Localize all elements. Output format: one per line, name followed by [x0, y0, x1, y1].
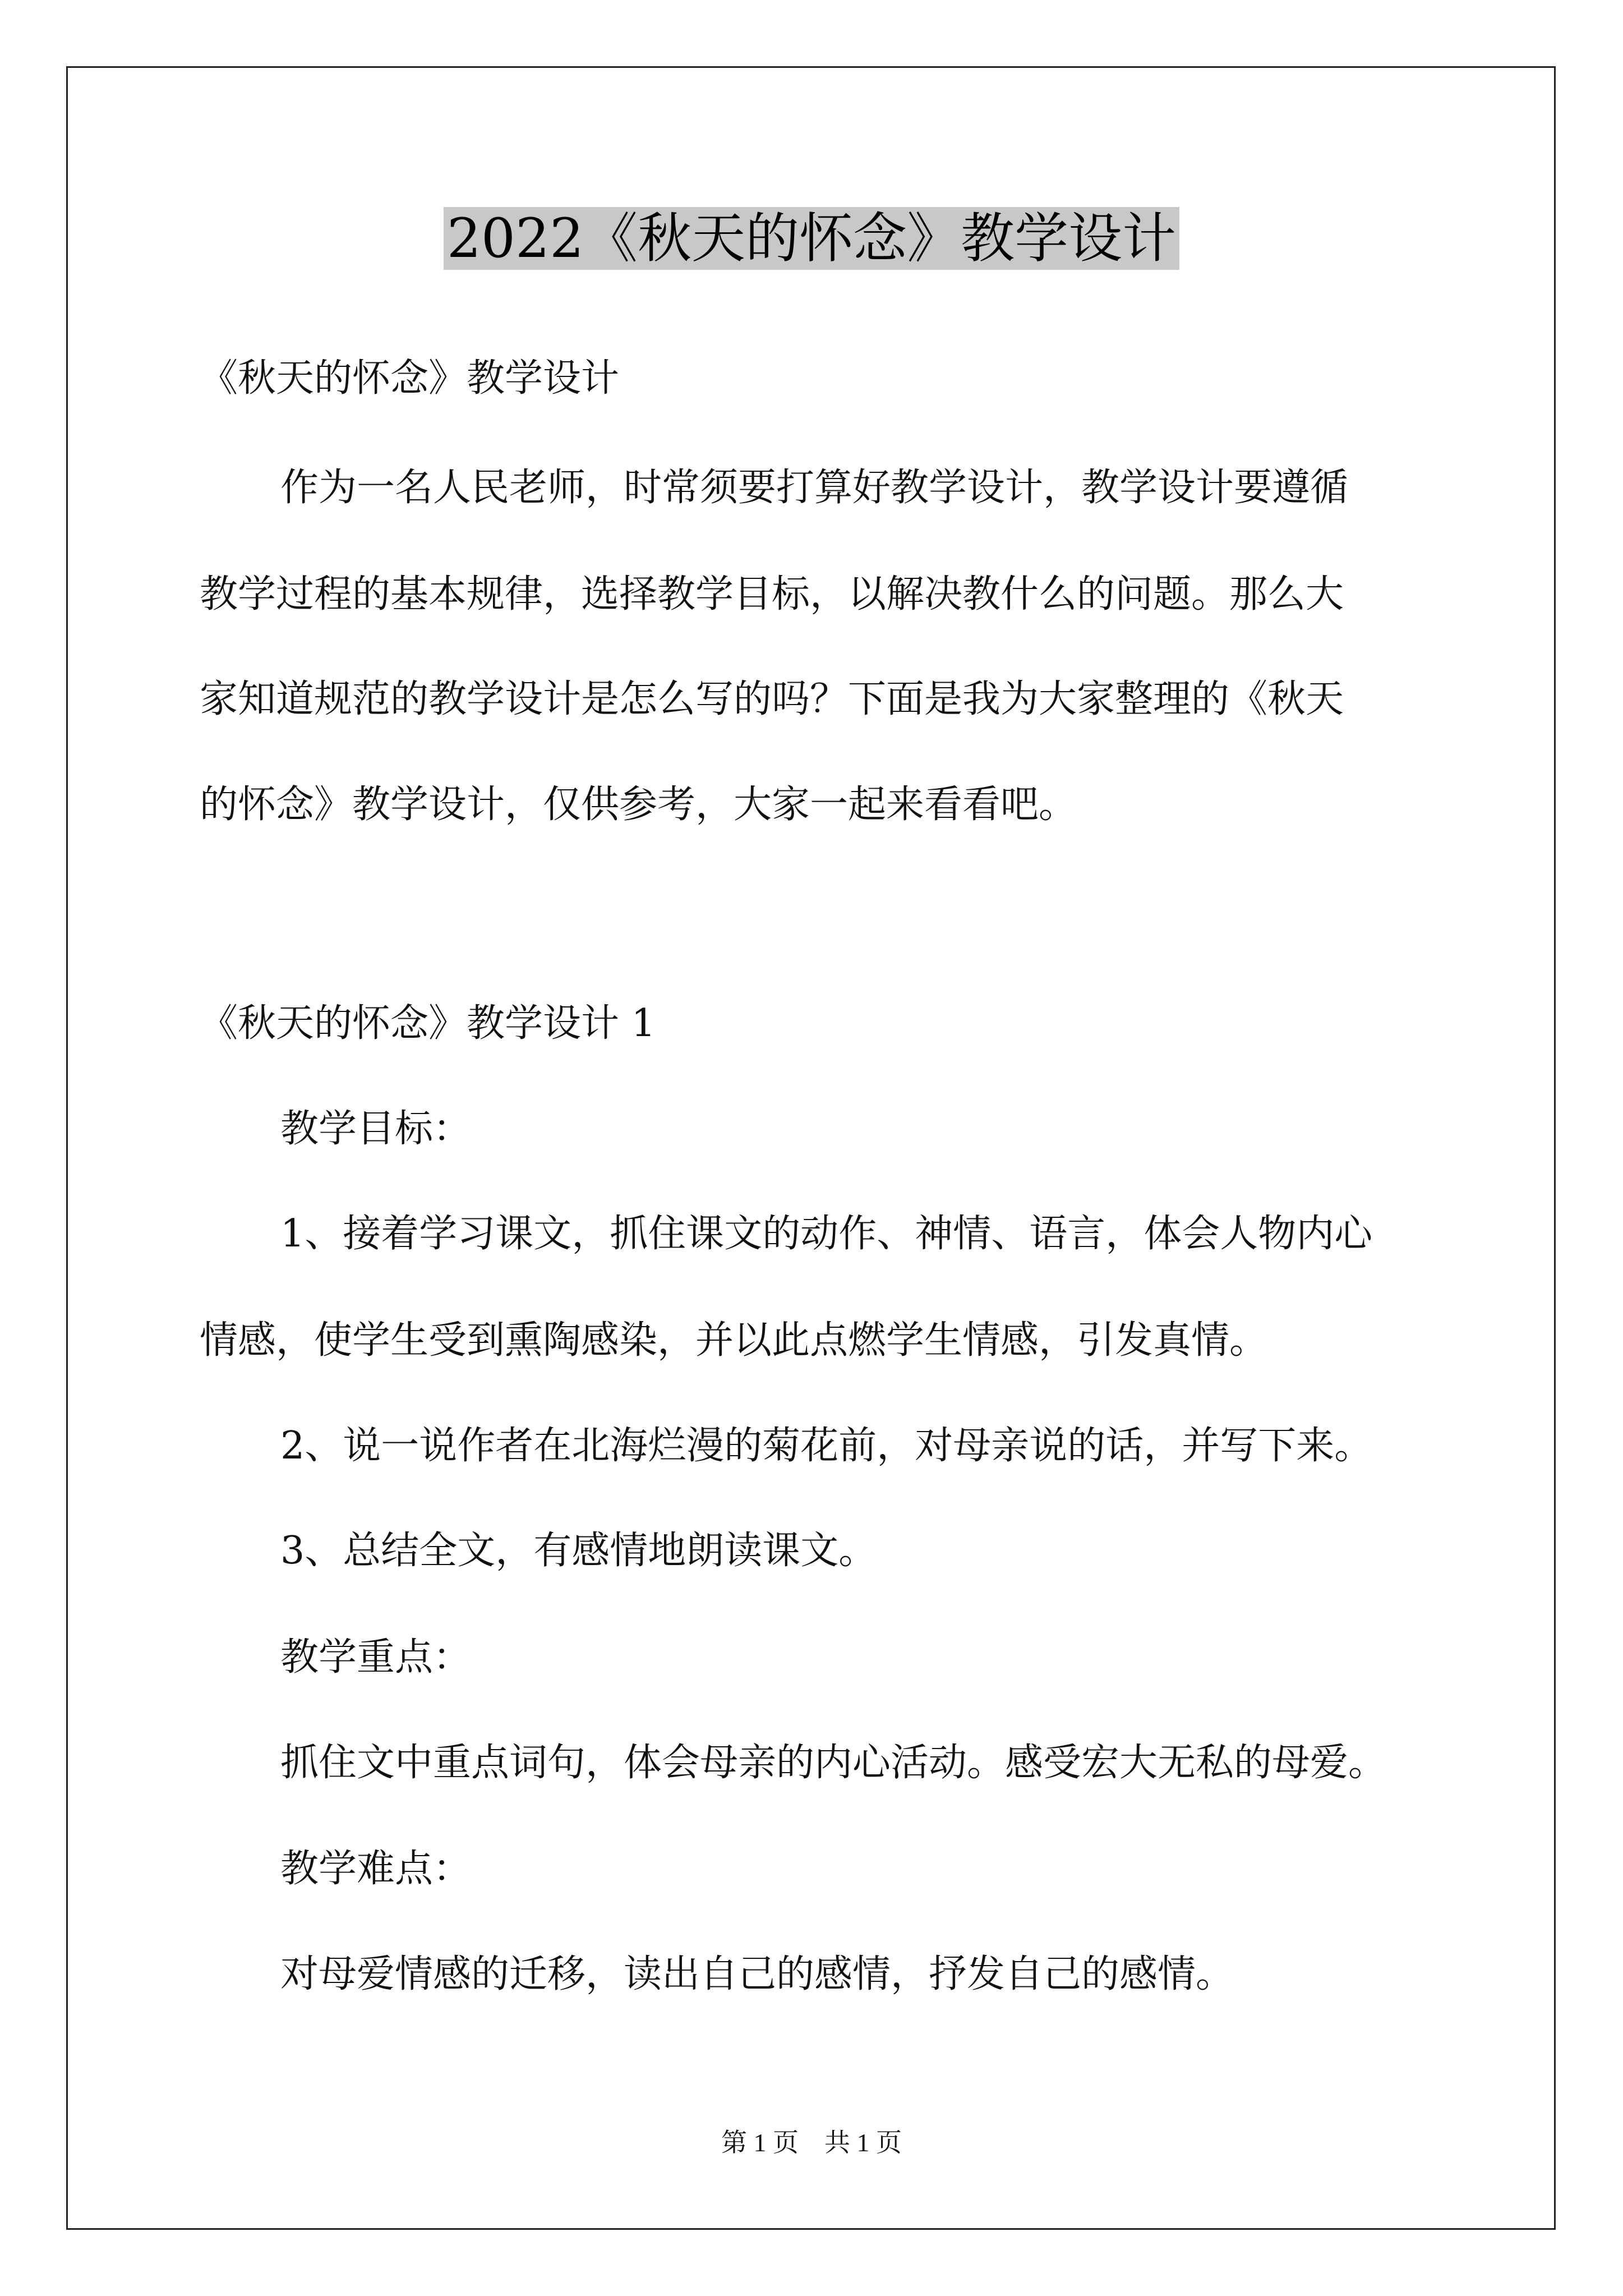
goals-heading: 教学目标：	[280, 1107, 472, 1151]
intro-paragraph-line: 家知道规范的教学设计是怎么写的吗？下面是我为大家整理的《秋天	[200, 677, 1344, 721]
page-number: 第 1 页	[721, 2128, 799, 2157]
document-title	[0, 199, 1623, 278]
document-title-text: 2022《秋天的怀念》教学设计	[444, 207, 1179, 270]
intro-paragraph-line: 教学过程的基本规律，选择教学目标，以解决教什么的问题。那么大	[200, 572, 1344, 616]
difficulty-text: 对母爱情感的迁移，读出自己的感情，抒发自己的感情。	[280, 1952, 1234, 1996]
goal-1-line: 情感，使学生受到熏陶感染，并以此点燃学生情感，引发真情。	[200, 1318, 1268, 1363]
goal-3: 3、总结全文，有感情地朗读课文。	[280, 1529, 877, 1573]
key-points-heading: 教学重点：	[280, 1635, 472, 1680]
difficulty-heading: 教学难点：	[280, 1847, 472, 1891]
intro-paragraph-line: 的怀念》教学设计，仅供参考，大家一起来看看吧。	[200, 783, 1077, 827]
key-points-text: 抓住文中重点词句，体会母亲的内心活动。感受宏大无私的母爱。	[280, 1741, 1387, 1785]
goal-2: 2、说一说作者在北海烂漫的菊花前，对母亲说的话，并写下来。	[280, 1424, 1373, 1468]
page-total: 共 1 页	[824, 2128, 902, 2157]
goal-1-line: 1、接着学习课文，抓住课文的动作、神情、语言，体会人物内心	[280, 1212, 1373, 1256]
document-subtitle: 《秋天的怀念》教学设计	[200, 356, 620, 401]
page-footer	[0, 2126, 1623, 2160]
section-title: 《秋天的怀念》教学设计 1	[200, 1001, 656, 1046]
intro-paragraph-line: 作为一名人民老师，时常须要打算好教学设计，教学设计要遵循	[280, 466, 1349, 510]
